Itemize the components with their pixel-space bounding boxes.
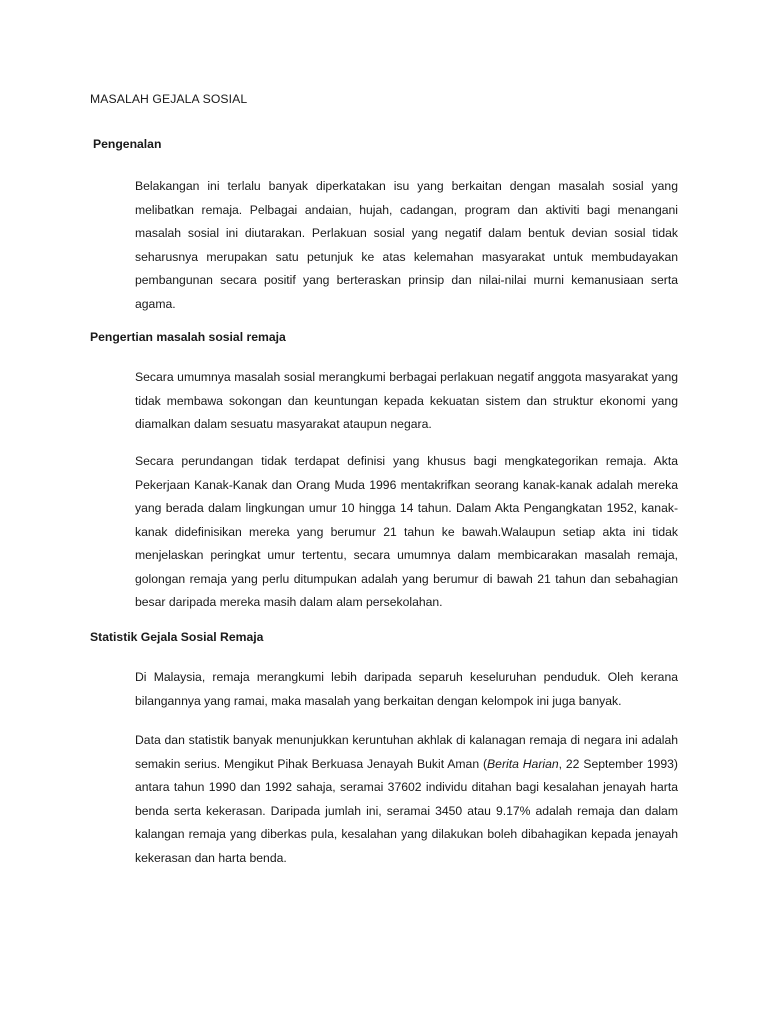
statistics-text-before-source: Data dan statistik banyak menunjukkan keruntuhan akhlak di kalanagan remaja di negara ini adalah semakin serius. Mengikut Pihak Berkuasa Jenayah Bukit Aman (	[135, 733, 678, 771]
source-citation: Berita Harian	[487, 756, 559, 771]
paragraph-pengertian-perundangan: Secara perundangan tidak terdapat definisi yang khusus bagi mengkategorikan remaja. Akta Pekerjaan Kanak-Kanak dan Orang Muda 1996 mentakrifkan seorang kanak-kanak adalah mereka yang berada dalam lingkungan umur 10 hingga 14 tahun. Dalam Akta Pengangkatan 1952, kanak-kanak didefinisikan mereka yang berumur 21 tahun ke bawah.Walaupun setiap akta ini tidak menjelaskan peringkat umur tertentu, secara umumnya dalam membicarakan masalah remaja, golongan remaja yang perlu ditumpukan adalah yang berumur di bawah 21 tahun dan sebahagian besar daripada mereka masih dalam alam persekolahan.	[135, 454, 678, 609]
statistics-text-after-source: , 22 September 1993) antara tahun 1990 dan 1992 sahaja, seramai 37602 individu ditahan bagi kesalahan jenayah harta benda serta kekerasan. Daripada jumlah ini, seramai 3450 atau 9.17% adalah remaja dan dalam kalangan remaja yang diberkas pula, kesalahan yang dilakukan boleh dibahagikan kepada jenayah kekerasan dan harta benda.	[135, 756, 678, 865]
paragraph-pengertian-umum: Secara umumnya masalah sosial merangkumi berbagai perlakuan negatif anggota masyarakat yang tidak membawa sokongan dan keuntungan kepada kekuatan sistem dan struktur ekonomi yang diamalkan dalam sesuatu masyarakat ataupun negara.	[135, 370, 678, 431]
paragraph-statistik-malaysia: Di Malaysia, remaja merangkumi lebih daripada separuh keseluruhan penduduk. Oleh kerana bilangannya yang ramai, maka masalah yang berkaitan dengan kelompok ini juga banyak.	[135, 670, 678, 708]
section-heading-statistik: Statistik Gejala Sosial Remaja	[90, 630, 264, 644]
section-heading-pengenalan: Pengenalan	[93, 137, 162, 151]
paragraph-pengenalan: Belakangan ini terlalu banyak diperkatakan isu yang berkaitan dengan masalah sosial yang melibatkan remaja. Pelbagai andaian, hujah, cadangan, program dan aktiviti bagi menangani masalah sosial ini diutarakan. Perlakuan sosial yang negatif dalam bentuk devian sosial tidak seharusnya merupakan satu petunjuk ke atas kelemahan masyarakat untuk membudayakan pembangunan secara positif yang berteraskan prinsip dan nilai-nilai murni kemanusiaan serta agama.	[135, 179, 678, 311]
paragraph-statistik-data	[135, 729, 678, 870]
document-title: MASALAH GEJALA SOSIAL	[90, 92, 248, 106]
section-heading-pengertian: Pengertian masalah sosial remaja	[90, 330, 286, 344]
